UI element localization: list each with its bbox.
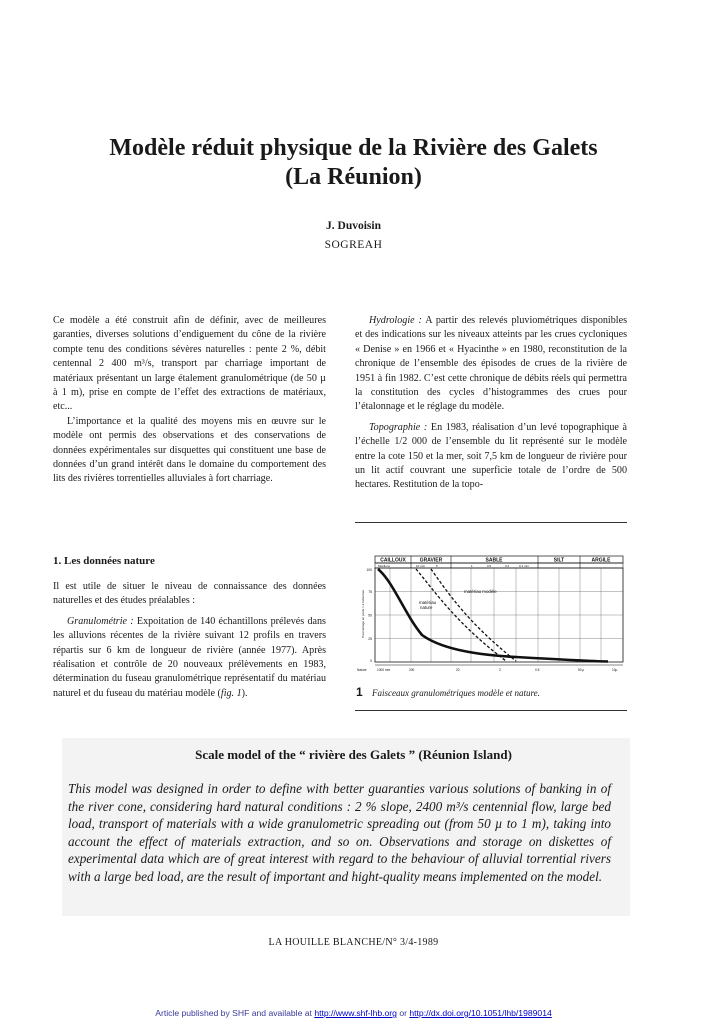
abstract-text: This model was designed in order to define with better guaranties various solutions of banking in of the river cone, considering hard natural conditions : 2 % slope, 2400 m³/s centennial flow, large bed load, transport of materials with a wide granulometric spreading out (from 50 µ to 1 m), taking into account the effect of materials extraction, and so on. Observations and storage on diskettes of experimental data which are of great interest with regard to the behaviour of alluvial torrential rivers with a large bed load, are the result of important and hight-quality means implemented on the model. (68, 781, 611, 884)
x-tick-label: 2 (499, 668, 501, 672)
nature-label-1: matériau (419, 600, 437, 605)
x-row-label: Nature (357, 668, 367, 672)
granulometry-end: ). (241, 687, 248, 699)
footer-prefix: Article published by SHF and available at (155, 1008, 315, 1018)
subclass-label: 0.1 mm (519, 563, 530, 568)
subclass-label: 0.2 (505, 563, 510, 568)
granulometry-text: Expoitation de 140 échantillons prélevés dans les alluvions récentes de la rivière suivant 12 profils en travers répartis sur 6 km de longueur de rivière (année 1977). Après réalisation et contrôle de 20 nouveaux prélèvements en 1983, détermination du fuseau granulométrique représentatif du matériau naturel et du fuseau du matériau modèle ( (53, 615, 326, 699)
y-tick-label: 75 (368, 590, 372, 594)
y-tick-label: 50 (368, 613, 372, 618)
figure-reference: fig. 1 (220, 687, 242, 699)
author-name: J. Duvoisin (326, 220, 381, 232)
hydrology-text: A partir des relevés pluviométriques disponibles et des indications sur les niveaux atteints par les crues cycloniques « Denise » en 1966 et « Hyacinthe » en 1980, reconstitution de la chronique de l’ensemble des épisodes de crues de la rivière de 1951 à fin 1982. C’est cette chronique de débits réels qui permettra la constitution des cycles d’histogrammes des crues pour l’étalonnage et le réglage du modèle. (355, 315, 627, 413)
class-label-cailloux: CAILLOUX (380, 557, 406, 564)
journal-reference: LA HOUILLE BLANCHE/N° 3/4-1989 (268, 937, 439, 948)
section-1-intro: Il est utile de situer le niveau de connaissance des données naturelles et des études préalables : (53, 581, 326, 607)
class-label-silt: SILT (553, 557, 565, 564)
author-affiliation: SOGREAH (324, 239, 383, 251)
y-tick-label: 100 (366, 568, 372, 572)
granulometry-figure (356, 553, 627, 679)
x-tick-label: 0.5 (535, 668, 540, 672)
title-line-1: Modèle réduit physique de la Rivière des Galets (109, 135, 598, 161)
subclass-label: 1 (471, 563, 473, 568)
granulometry-paragraph (53, 615, 326, 701)
abstract-title: Scale model of the “ rivière des Galets ” (Réunion Island) (195, 747, 512, 762)
x-tick-label: 200 (409, 668, 415, 672)
class-label-gravier: GRAVIER (419, 557, 443, 564)
nature-curve (378, 569, 608, 662)
shf-link[interactable]: http://www.shf-lhb.org (314, 1008, 397, 1018)
right-column-top (355, 314, 627, 493)
column-rule (355, 522, 627, 523)
y-tick-label: 25 (368, 637, 372, 641)
class-label-sable: SABLE (485, 557, 503, 564)
class-label-argile: ARGILE (591, 557, 611, 564)
section-heading: 1. Les données nature (53, 555, 155, 567)
hydrology-label: Hydrologie : (369, 315, 422, 326)
y-tick-label: 0 (370, 659, 372, 663)
topography-label: Topographie : (369, 421, 428, 433)
figure-rule (355, 710, 627, 711)
figure-number: 1 (356, 685, 363, 699)
subclass-label: Moëllons (378, 563, 391, 568)
plot-grid (375, 568, 623, 662)
section-1-body (53, 580, 326, 701)
x-tick-label: 20 (456, 668, 460, 672)
figure-caption: Faisceaux granulométriques modèle et nature. (372, 688, 540, 698)
article-title (60, 134, 647, 192)
subclass-label: 0.5 (487, 563, 492, 568)
topography-text: En 1983, réalisation d’un levé topographique à l’échelle 1/2 000 de l’ensemble du lit représenté sur le modèle entre la cote 150 et la mer, soit 7,5 km de longueur de rivière pour un lit actif couvrant une superficie totale de l’ordre de 500 hectares. Restitution de la topo- (355, 421, 627, 491)
x-tick-label: 1000 mm (377, 668, 391, 672)
y-axis-label: Pourcentage en poids < à l'abscisse (361, 589, 365, 638)
topography-paragraph (355, 421, 627, 493)
footer-middle: or (396, 1008, 410, 1018)
intro-column (53, 314, 326, 487)
publication-footer (0, 1008, 707, 1018)
granulometry-label: Granulométrie : (67, 615, 134, 627)
x-tick-label: 50 µ (578, 668, 585, 672)
doi-link[interactable]: http://dx.doi.org/10.1051/lhb/1989014 (409, 1008, 552, 1018)
subclass-label: 5 (436, 563, 438, 568)
nature-label-2: nature (420, 605, 433, 610)
intro-paragraph-1: Ce modèle a été construit afin de définir, avec de meilleures garanties, diverses solutions d’endiguement du cône de la rivière compte tenu des conditions sévères naturelles : pente 2 %, débit centennal 2 400 m³/s, transport par charriage important de matériaux présentant un large étalement granulométrique (de 50 µ à 1 m), prise en compte de l’effet des extractions de matériaux, etc... (53, 315, 326, 413)
x-tick-label: 10µ (612, 668, 618, 672)
intro-paragraph-2: L’importance et la qualité des moyens mis en œuvre sur le modèle ont permis des observations et des conservations de données expérimentales sur disquettes qui constituent une base de données d’un grand intérêt dans le domaine du comportement des lits des rivières torrentielles alluviales à fort charriage. (53, 415, 326, 485)
title-line-2: (La Réunion) (285, 164, 422, 190)
model-label: matériau modèle (464, 589, 497, 594)
hydrology-paragraph (355, 314, 627, 415)
subclass-label: 10 mm (416, 563, 426, 568)
